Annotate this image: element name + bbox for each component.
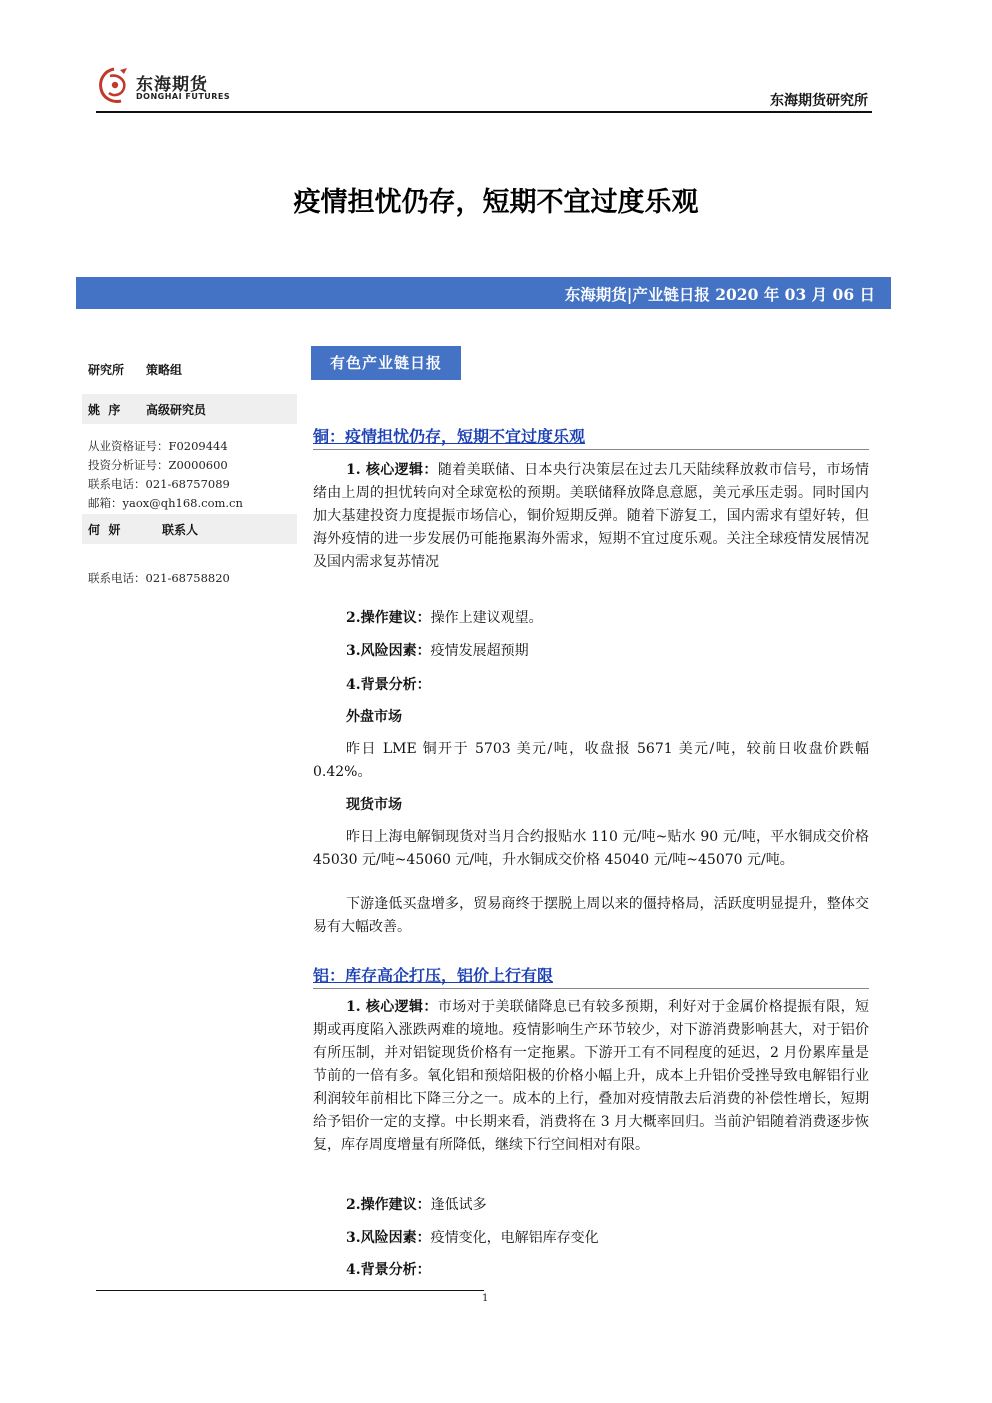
aluminum-core-logic <box>313 996 869 1157</box>
page-number: 1 <box>482 1293 489 1304</box>
aluminum-core-text: 市场对于美联储降息已有较多预期，利好对于金属价格提振有限，短期或再度陷入涨跌两难的境地。疫情影响生产环节较少，对下游消费影响甚大，对于铝价有所压制，并对铝锭现货价格有一定拖累。下游开工有不同程度的延迟，2 月份累库量是节前的一倍有多。氧化铝和预焙阳极的价格小幅上升，成本上升铝价受挫导致电解铝行业利润较年前相比下降三分之一。成本的上行，叠加对疫情散去后消费的补偿性增长，短期给予铝价一定的支撑。中长期来看，消费将在 3 月大概率回归。当前沪铝随着消费逐步恢复，库存周度增量有所降低，继续下行空间相对有限。 <box>313 999 869 1153</box>
document-title: 疫情担忧仍存，短期不宜过度乐观 <box>293 187 699 218</box>
company-logo <box>96 66 236 110</box>
copper-risk-label: 3.风险因素： <box>346 643 431 659</box>
sidebar-analyst2 <box>82 514 297 544</box>
analyst1-name: 姚 序 <box>88 403 121 417</box>
copper-core-logic <box>313 459 869 574</box>
analyst2-name: 何 妍 <box>88 523 121 537</box>
sidebar-dept-b: 策略组 <box>146 363 183 377</box>
copper-overseas-label: 外盘市场 <box>346 709 402 725</box>
dragon-logo-icon <box>96 66 132 106</box>
aluminum-core-label: 1. 核心逻辑： <box>346 999 438 1015</box>
analyst2-phone: 联系电话：021-68758820 <box>88 571 230 585</box>
copper-op <box>346 607 543 627</box>
logo-cn-text: 东海期货 <box>136 75 208 95</box>
section-tag: 有色产业链日报 <box>311 346 461 380</box>
aluminum-heading: 铝：库存高企打压，铝价上行有限 <box>313 966 554 985</box>
aluminum-op-label: 2.操作建议： <box>346 1197 431 1213</box>
copper-core-label: 1. 核心逻辑： <box>346 462 438 478</box>
report-banner <box>76 277 891 309</box>
aluminum-op-text: 逢低试多 <box>430 1197 487 1213</box>
sidebar-dept-a: 研究所 <box>88 363 125 377</box>
copper-core-text: 随着美联储、日本央行决策层在过去几天陆续释放救市信号，市场情绪由上周的担忧转向对全球宽松的预期。美联储释放降息意愿，美元承压走弱。同时国内加大基建投资力度提振市场信心，铜价短期反弹。随着下游复工，国内需求有望好转，但海外疫情的进一步发展仍可能拖累海外需求，短期不宜过度乐观。关注全球疫情发展情况及国内需求复苏情况 <box>313 462 869 570</box>
header-rule <box>96 111 872 113</box>
aluminum-heading-rule <box>313 988 869 989</box>
copper-overseas-text: 昨日 LME 铜开于 5703 美元/吨，收盘报 5671 美元/吨，较前日收盘价跌幅 0.42%。 <box>313 741 869 780</box>
footer-rule <box>96 1290 484 1291</box>
aluminum-risk-label: 3.风险因素： <box>346 1230 431 1246</box>
analyst1-role: 高级研究员 <box>146 403 207 417</box>
analyst1-email[interactable]: 邮箱：yaox@qh168.com.cn <box>88 496 243 510</box>
copper-bg <box>346 674 431 694</box>
analyst2-role: 联系人 <box>162 523 199 537</box>
copper-heading-rule <box>313 449 869 450</box>
sidebar-analyst1 <box>82 394 297 424</box>
copper-op-label: 2.操作建议： <box>346 610 431 626</box>
aluminum-risk-text: 疫情变化，电解铝库存变化 <box>430 1230 599 1246</box>
analyst1-invest-cert: 投资分析证号：Z0000600 <box>88 458 228 472</box>
copper-spot-label: 现货市场 <box>346 797 402 813</box>
aluminum-bg <box>346 1259 431 1279</box>
copper-bg-label: 4.背景分析： <box>346 677 431 693</box>
aluminum-bg-label: 4.背景分析： <box>346 1262 431 1278</box>
report-banner-text: 东海期货|产业链日报 2020 年 03 月 06 日 <box>564 285 875 304</box>
copper-heading: 铜：疫情担忧仍存，短期不宜过度乐观 <box>313 427 586 446</box>
copper-risk-text: 疫情发展超预期 <box>430 643 529 659</box>
copper-spot-text1: 昨日上海电解铜现货对当月合约报贴水 110 元/吨~贴水 90 元/吨，平水铜成交价格 45030 元/吨~45060 元/吨，升水铜成交价格 45040 元/吨~45070 元/吨。 <box>313 829 869 868</box>
aluminum-op <box>346 1194 487 1214</box>
copper-risk <box>346 640 529 660</box>
analyst1-cert: 从业资格证号：F0209444 <box>88 439 228 453</box>
logo-en-text: DONGHAI FUTURES <box>136 92 231 101</box>
copper-spot-text2: 下游逢低买盘增多，贸易商终于摆脱上周以来的僵持格局，活跃度明显提升，整体交易有大幅改善。 <box>313 896 869 935</box>
sidebar-dept <box>82 354 297 384</box>
analyst1-phone: 联系电话：021-68757089 <box>88 477 230 491</box>
copper-op-text: 操作上建议观望。 <box>430 610 543 626</box>
aluminum-risk <box>346 1227 599 1247</box>
institute-name: 东海期货研究所 <box>770 93 868 109</box>
